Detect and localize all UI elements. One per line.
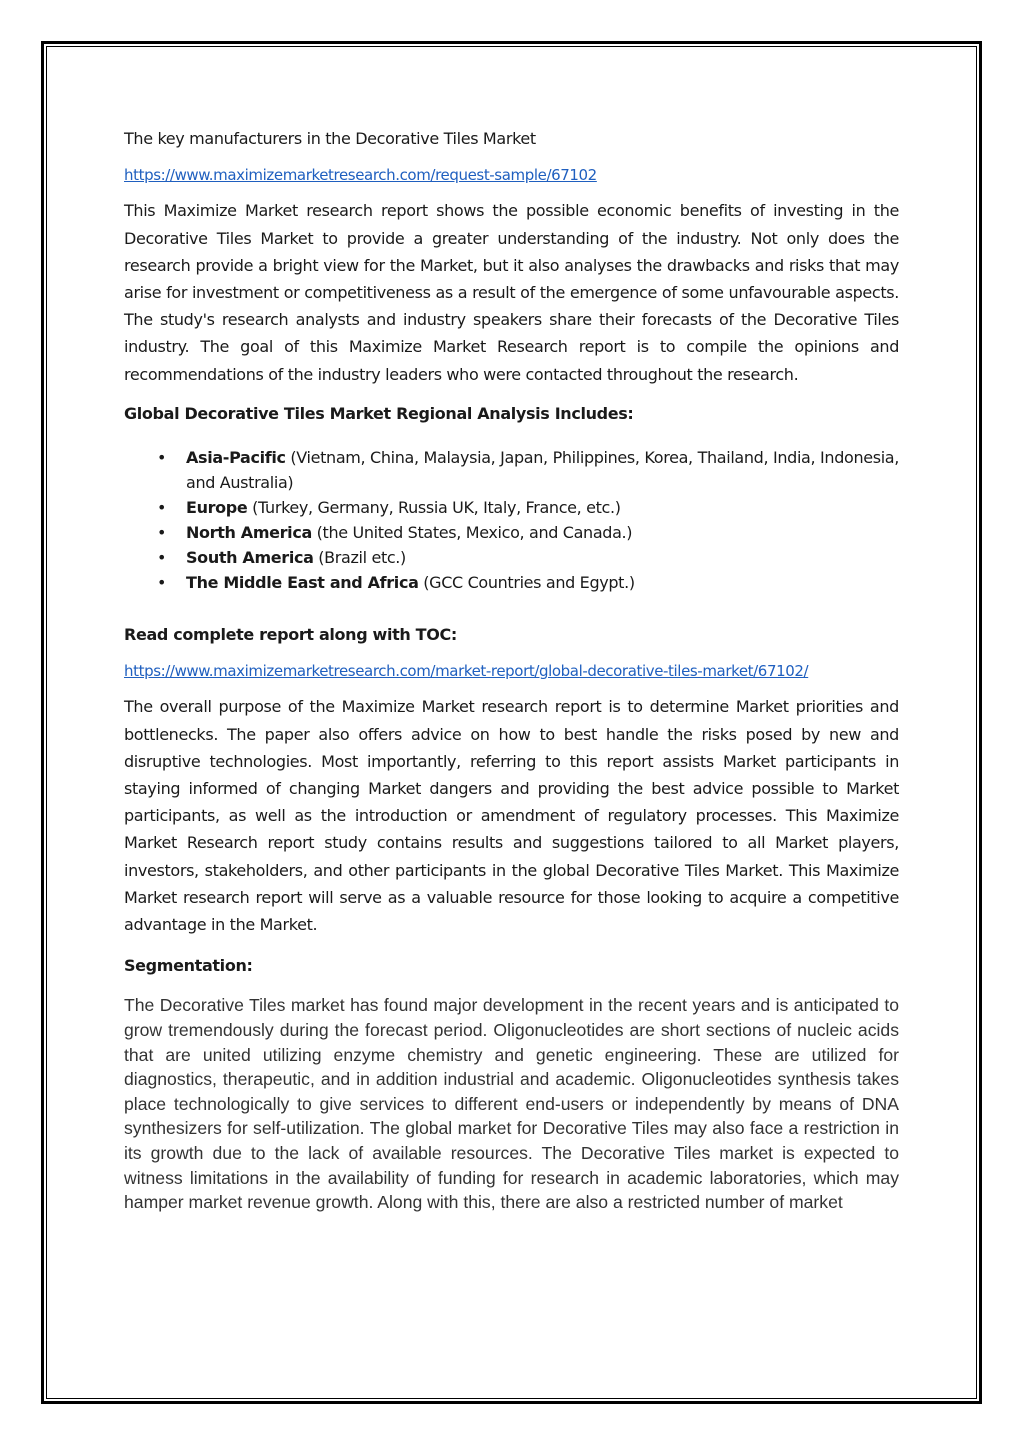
region-name: Asia-Pacific	[186, 448, 286, 468]
list-item	[124, 445, 899, 495]
toc-heading: Read complete report along with TOC:	[124, 625, 457, 645]
bullet-icon: •	[157, 573, 167, 593]
region-detail: (the United States, Mexico, and Canada.)	[311, 523, 633, 543]
list-item	[124, 495, 899, 520]
purpose-paragraph: The overall purpose of the Maximize Market research report is to determine Market priorities and bottlenecks. The paper also offers advice on how to best handle the risks posed by new and disruptive technologies. Most importantly, referring to this report assists Market participants in staying informed of changing Market dangers and providing the best advice possible to Market participants, as well as the introduction or amendment of regulatory processes. This Maximize Market Research report study contains results and suggestions tailored to all Market players, investors, stakeholders, and other participants in the global Decorative Tiles Market. This Maximize Market research report will serve as a valuable resource for those looking to acquire a competitive advantage in the Market.	[124, 697, 899, 935]
list-item	[124, 570, 899, 595]
list-item	[124, 545, 899, 570]
region-detail: (GCC Countries and Egypt.)	[418, 573, 635, 593]
segmentation-heading: Segmentation:	[124, 956, 253, 976]
document-body	[124, 125, 899, 1215]
bullet-icon: •	[157, 548, 167, 568]
regional-analysis-heading: Global Decorative Tiles Market Regional Analysis Includes:	[124, 403, 634, 423]
bullet-icon: •	[157, 523, 167, 543]
region-name: Europe	[186, 498, 248, 518]
overview-paragraph: This Maximize Market research report shows the possible economic benefits of investing in the Decorative Tiles Market to provide a greater understanding of the industry. Not only does the research provide a bright view for the Market, but it also analyses the drawbacks and risks that may arise for investment or competitiveness as a result of the emergence of some unfavourable aspects. The study's research analysts and industry speakers share their forecasts of the Decorative Tiles industry. The goal of this Maximize Market Research report is to compile the opinions and recommendations of the industry leaders who were contacted throughout the research.	[124, 201, 899, 384]
region-name: South America	[186, 548, 314, 568]
intro-line: The key manufacturers in the Decorative Tiles Market	[124, 129, 536, 148]
region-list	[124, 445, 899, 595]
list-item	[124, 520, 899, 545]
region-detail: (Vietnam, China, Malaysia, Japan, Philippines, Korea, Thailand, India, Indonesia, and Australia)	[186, 448, 899, 493]
bullet-icon: •	[157, 498, 167, 518]
region-name: North America	[186, 523, 312, 543]
segmentation-paragraph: The Decorative Tiles market has found major development in the recent years and is anticipated to grow tremendously during the forecast period. Oligonucleotides are short sections of nucleic acids that are united utilizing enzyme chemistry and genetic engineering. These are utilized for diagnostics, therapeutic, and in addition industrial and academic. Oligonucleotides synthesis takes place technologically to give services to different end-users or independently by means of DNA synthesizers for self-utilization. The global market for Decorative Tiles may also face a restriction in its growth due to the lack of available resources. The Decorative Tiles market is expected to witness limitations in the availability of funding for research in academic laboratories, which may hamper market revenue growth. Along with this, there are also a restricted number of market	[124, 995, 899, 1213]
request-sample-link[interactable]: https://www.maximizemarketresearch.com/request-sample/67102	[124, 166, 597, 185]
bullet-icon: •	[157, 448, 167, 468]
region-name: The Middle East and Africa	[186, 573, 419, 593]
report-link[interactable]: https://www.maximizemarketresearch.com/market-report/global-decorative-tiles-market/67102/	[124, 662, 809, 681]
region-detail: (Brazil etc.)	[313, 548, 406, 568]
region-detail: (Turkey, Germany, Russia UK, Italy, France, etc.)	[247, 498, 621, 518]
